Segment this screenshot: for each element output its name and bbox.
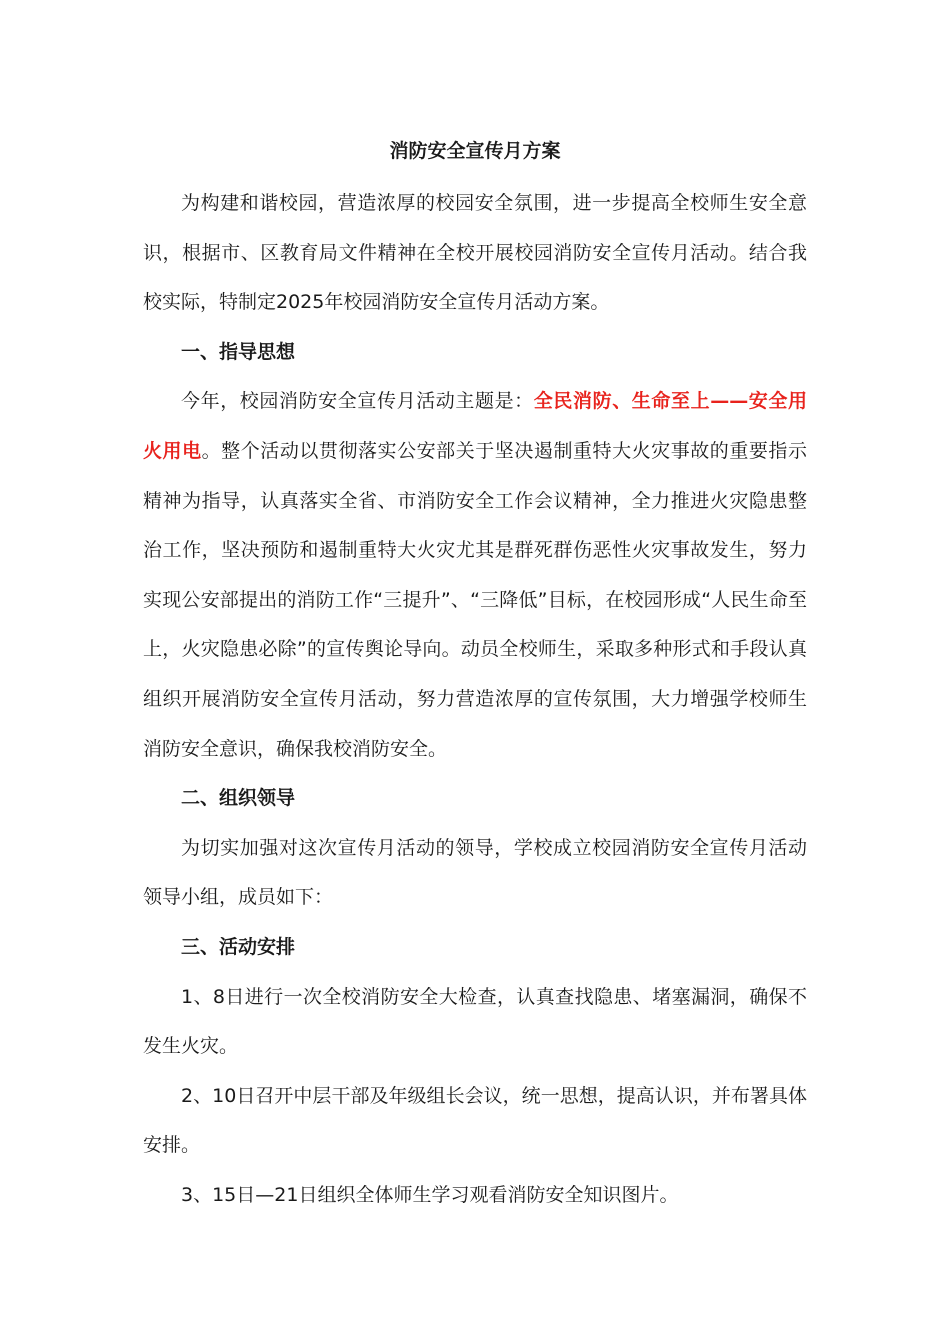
document-title: 消防安全宣传月方案 [389, 140, 561, 162]
guiding-ideology-body: 。整个活动以贯彻落实公安部关于坚决遏制重特大火灾事故的重要指示精神为指导，认真落实全省、市消防安全工作会议精神，全力推进火灾隐患整治工作，坚决预防和遏制重特大火灾尤其是群死群伤恶性火灾事故发生，努力实现公安部提出的消防工作“三提升”、“三降低”目标，在校园形成“人民生命至上，火灾隐患必除”的宣传舆论导向。动员全校师生，采取多种形式和手段认真组织开展消防安全宣传月活动，努力营造浓厚的宣传氛围，大力增强学校师生消防安全意识，确保我校消防安全。 [143, 439, 807, 760]
document-page [143, 131, 807, 1220]
organization-paragraph: 为切实加强对这次宣传月活动的领导，学校成立校园消防安全宣传月活动领导小组，成员如下： [143, 836, 807, 909]
section-heading-organization: 二、组织领导 [181, 787, 296, 810]
activity-item: 1、8日进行一次全校消防安全大检查，认真查找隐患、堵塞漏洞，确保不发生火灾。 [143, 985, 807, 1058]
activity-item: 2、10日召开中层干部及年级组长会议，统一思想，提高认识，并布署具体安排。 [143, 1084, 807, 1157]
intro-paragraph: 为构建和谐校园，营造浓厚的校园安全氛围，进一步提高全校师生安全意识，根据市、区教育局文件精神在全校开展校园消防安全宣传月活动。结合我校实际，特制定2025年校园消防安全宣传月活动方案。 [143, 192, 807, 314]
theme-lead-text: 今年，校园消防安全宣传月活动主题是： [181, 390, 534, 413]
theme-highlight-text: 全民消防、生命至上——安全用火用电 [143, 390, 807, 462]
section-heading-guiding-ideology: 一、指导思想 [181, 340, 296, 363]
guiding-ideology-paragraph [143, 377, 807, 774]
section-heading-activities: 三、活动安排 [181, 935, 296, 958]
activity-item: 3、15日—21日组织全体师生学习观看消防安全知识图片。 [181, 1183, 679, 1206]
